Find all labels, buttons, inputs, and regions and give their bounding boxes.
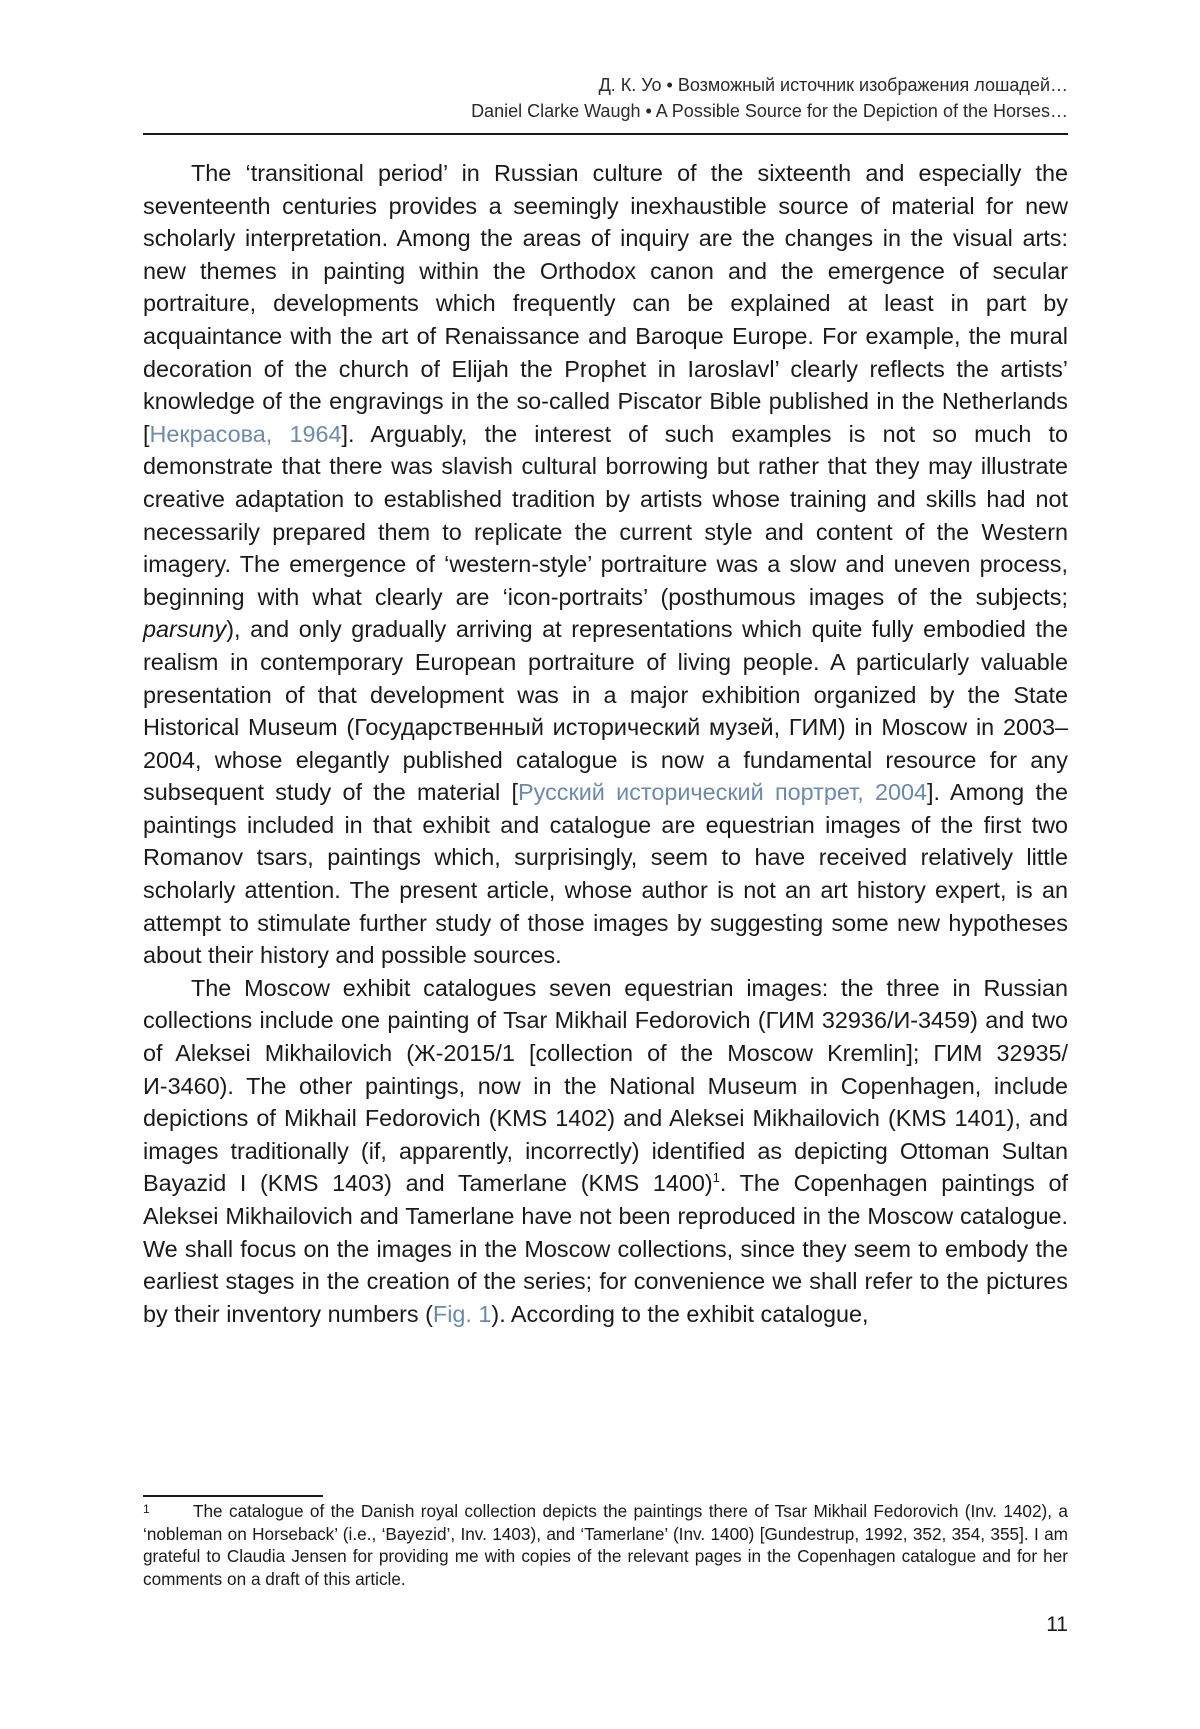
figure-link[interactable]: Fig. 1 [432, 1300, 492, 1327]
p1-text-3: ), and only gradually arriving at representations which quite fully embodied the realism in contemporary European portraiture of living people. A particularly valuable presentation of that development was in a major exhibition organized by the State Historical Museum (Государственный исторический музей, ГИМ) in Moscow in 2003–2004, whose elegantly published catalogue is now a fundamental resource for any subsequent study of the material [ [143, 616, 1068, 806]
citation-link-russkiy-portret[interactable]: Русский исторический портрет, 2004 [518, 779, 928, 806]
p1-italic-term: parsuny [143, 616, 227, 643]
footnote-number: 1 [143, 1502, 150, 1516]
p2-text-2: . The Copenhagen paintings of Aleksei Mikhailovich and Tamerlane have not been reproduced in the Moscow catalogue. We shall focus on the images in the Moscow collections, since they seem to embody the earliest stages in the creation of the series; for convenience we shall refer to the pictures by their inventory numbers ( [143, 1170, 1068, 1327]
paragraph-1 [143, 157, 1068, 972]
page-number: 11 [1046, 1613, 1068, 1636]
footnote-rule [143, 1495, 323, 1497]
footnote [143, 1500, 1068, 1590]
footnote-paragraph [143, 1500, 1068, 1590]
header-english-line: Daniel Clarke Waugh • A Possible Source for the Depiction of the Horses… [471, 101, 1068, 121]
header-rule [143, 133, 1068, 135]
p2-text-3: ). According to the exhibit catalogue, [491, 1300, 869, 1327]
p1-text-1: The ‘transitional period’ in Russian culture of the sixteenth and especially the seventeenth centuries provides a seemingly inexhaustible source of material for new scholarly interpretation. Among the areas of inquiry are the changes in the visual arts: new themes in painting within the Orthodox canon and the emergence of secular portraiture, developments which frequently can be explained at least in part by acquaintance with the art of Renaissance and Baroque Europe. For example, the mural decoration of the church of Elijah the Prophet in Iaroslavl’ clearly reflects the artists’ knowledge of the engravings in the so-called Piscator Bible published in the Netherlands [ [143, 160, 1068, 447]
citation-link-nekrasova[interactable]: Некрасова, 1964 [149, 420, 342, 447]
footnote-text: The catalogue of the Danish royal collection depicts the paintings there of Tsar Mikhail Fedorovich (Inv. 1402), a ‘nobleman on Horseback’ (i.e., ‘Bayezid’, Inv. 1403), and ‘Tamerlane’ (Inv. 1400) [Gundestrup, 1992, 352, 354, 355]. I am grateful to Claudia Jensen for providing me with copies of the relevant pages in the Copenhagen catalogue and for her comments on a draft of this article. [143, 1501, 1068, 1589]
p1-text-2: ]. Arguably, the interest of such examples is not so much to demonstrate that there was slavish cultural borrowing but rather that they may illustrate creative adaptation to established tradition by artists whose training and skills had not necessarily prepared them to replicate the current style and content of the Western imagery. The emergence of ‘western-style’ portraiture was a slow and uneven process, beginning with what clearly are ‘icon-portraits’ (posthumous images of the subjects; [143, 420, 1068, 610]
footnote-marker[interactable]: 1 [712, 1170, 720, 1186]
p1-text-4: ]. Among the paintings included in that exhibit and catalogue are equestrian images of the first two Romanov tsars, paintings which, surprisingly, seem to have received relatively little scholarly attention. The present article, whose author is not an art history expert, is an attempt to stimulate further study of those images by suggesting some new hypotheses about their history and possible sources. [143, 779, 1068, 969]
header-russian-line: Д. К. Уо • Возможный источник изображения лошадей… [598, 75, 1068, 95]
article-body [143, 157, 1068, 1330]
running-header [143, 72, 1068, 124]
paragraph-2 [143, 972, 1068, 1331]
p2-text-1: The Moscow exhibit catalogues seven equestrian images: the three in Russian collections include one painting of Tsar Mikhail Fedorovich (ГИМ 32936/И-3459) and two of Aleksei Mikhailovich (Ж-2015/1 [collection of the Moscow Kremlin]; ГИМ 32935/И-3460). The other paintings, now in the National Museum in Copenhagen, include depictions of Mikhail Fedorovich (KMS 1402) and Aleksei Mikhailovich (KMS 1401), and images traditionally (if, apparently, incorrectly) identified as depicting Ottoman Sultan Bayazid I (KMS 1403) and Tamerlane (KMS 1400) [143, 974, 1068, 1197]
